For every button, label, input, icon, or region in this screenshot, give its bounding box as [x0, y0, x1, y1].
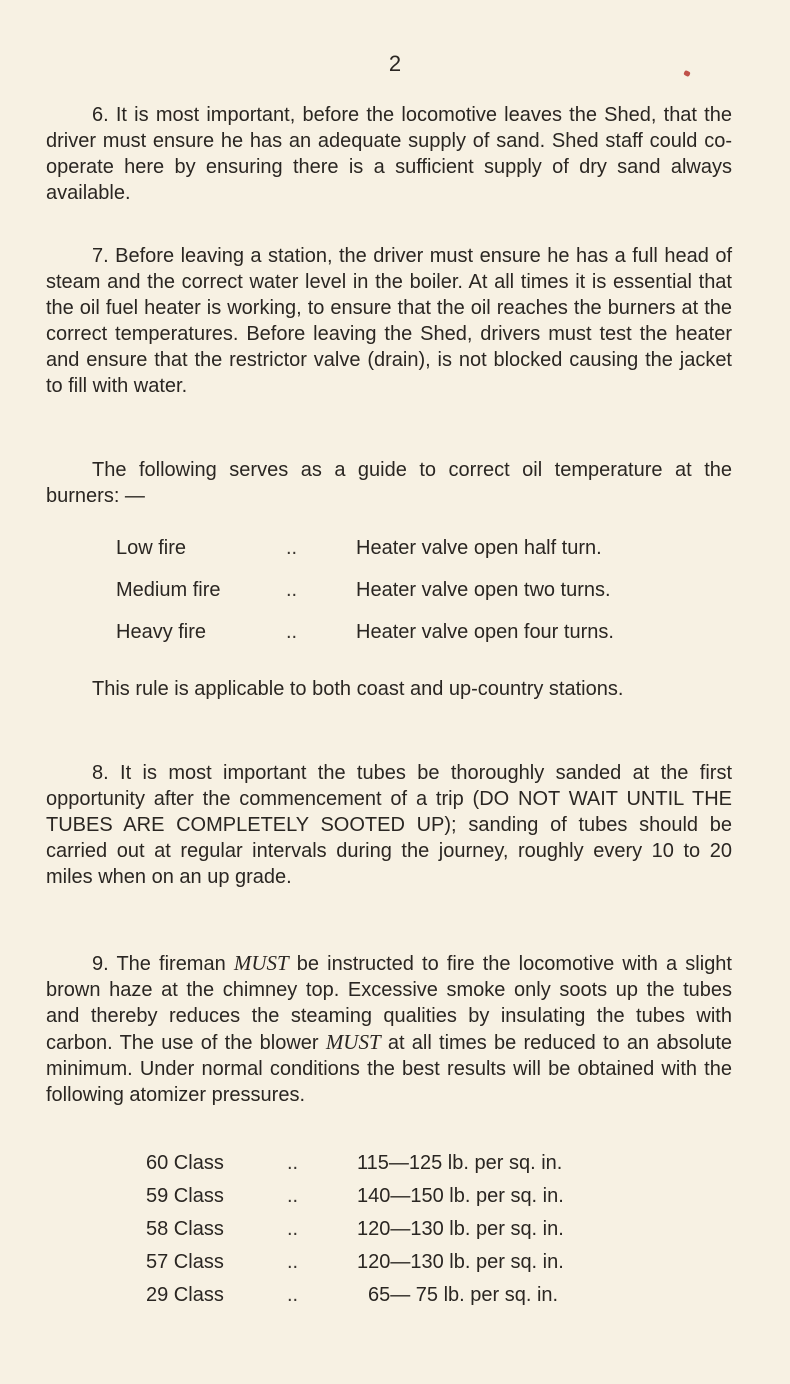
fire-level: Heavy fire [116, 621, 207, 643]
emphasis-must: MUST [233, 951, 289, 975]
leader-dots: .. [286, 579, 298, 601]
heater-setting: Heater valve open two turns. [356, 579, 611, 601]
leader-dots: .. [287, 1152, 299, 1174]
leader-dots: .. [287, 1251, 299, 1273]
paragraph-8: 8. It is most important the tubes be thoroughly sanded at the first opportunity after the commencement of a trip (DO NOT WAIT UNTIL THE TUBES ARE COMPLETELY SOOTED UP); sanding of tubes should be carried out at regular intervals during the journey, roughly every 10 to 20 miles when on an up grade. [46, 762, 732, 888]
leader-dots: .. [286, 621, 298, 643]
pressure-value: 120—130 lb. per sq. in. [357, 1218, 564, 1240]
leader-dots: .. [287, 1185, 299, 1207]
oil-temperature-guide-intro: The following serves as a guide to correct oil temperature at the burners: — [46, 459, 732, 507]
pressure-value: 115—125 lb. per sq. in. [357, 1152, 563, 1174]
paragraph-9 [46, 950, 732, 1108]
emphasis-must: MUST [325, 1030, 381, 1054]
paragraph-9-text: be instructed to fire the locomotive with a slight brown haze at the chimney top. Excessive smoke only soots up the tubes and thereby reduces the steaming qualities by insulating the tubes with carbon. The use of the blower [46, 953, 732, 1054]
rule-note: This rule is applicable to both coast and up-country stations. [92, 678, 624, 700]
paragraph-9-text: at all times be reduced to an absolute minimum. Under normal conditions the best results will be obtained with the following atomizer pressures. [46, 1032, 732, 1106]
page-number: 2 [388, 51, 402, 76]
fire-level: Medium fire [116, 579, 221, 601]
class-label: 60 Class [146, 1152, 224, 1174]
heater-setting: Heater valve open half turn. [356, 537, 602, 559]
fire-level: Low fire [116, 537, 187, 559]
leader-dots: .. [287, 1218, 299, 1240]
leader-dots: .. [287, 1284, 299, 1306]
paragraph-7: 7. Before leaving a station, the driver must ensure he has a full head of steam and the correct water level in the boiler. At all times it is essential that the oil fuel heater is working, to ensure that the oil reaches the burners at the correct temperatures. Before leaving the Shed, drivers must test the heater and ensure that the restrictor valve (drain), is not blocked causing the jacket to fill with water. [46, 245, 732, 397]
pressure-value: 120—130 lb. per sq. in. [357, 1251, 564, 1273]
class-label: 58 Class [146, 1218, 224, 1240]
class-label: 59 Class [146, 1185, 224, 1207]
class-label: 29 Class [146, 1284, 224, 1306]
paragraph-6: 6. It is most important, before the locomotive leaves the Shed, that the driver must ensure he has an adequate supply of sand. Shed staff could co-operate here by ensuring there is a sufficient supply of dry sand always available. [46, 104, 732, 204]
leader-dots: .. [286, 537, 298, 559]
heater-setting: Heater valve open four turns. [356, 621, 614, 643]
paragraph-9-text: 9. The fireman [92, 953, 234, 975]
pressure-value: 140—150 lb. per sq. in. [357, 1185, 564, 1207]
pressure-value: 65— 75 lb. per sq. in. [368, 1284, 559, 1306]
class-label: 57 Class [146, 1251, 224, 1273]
